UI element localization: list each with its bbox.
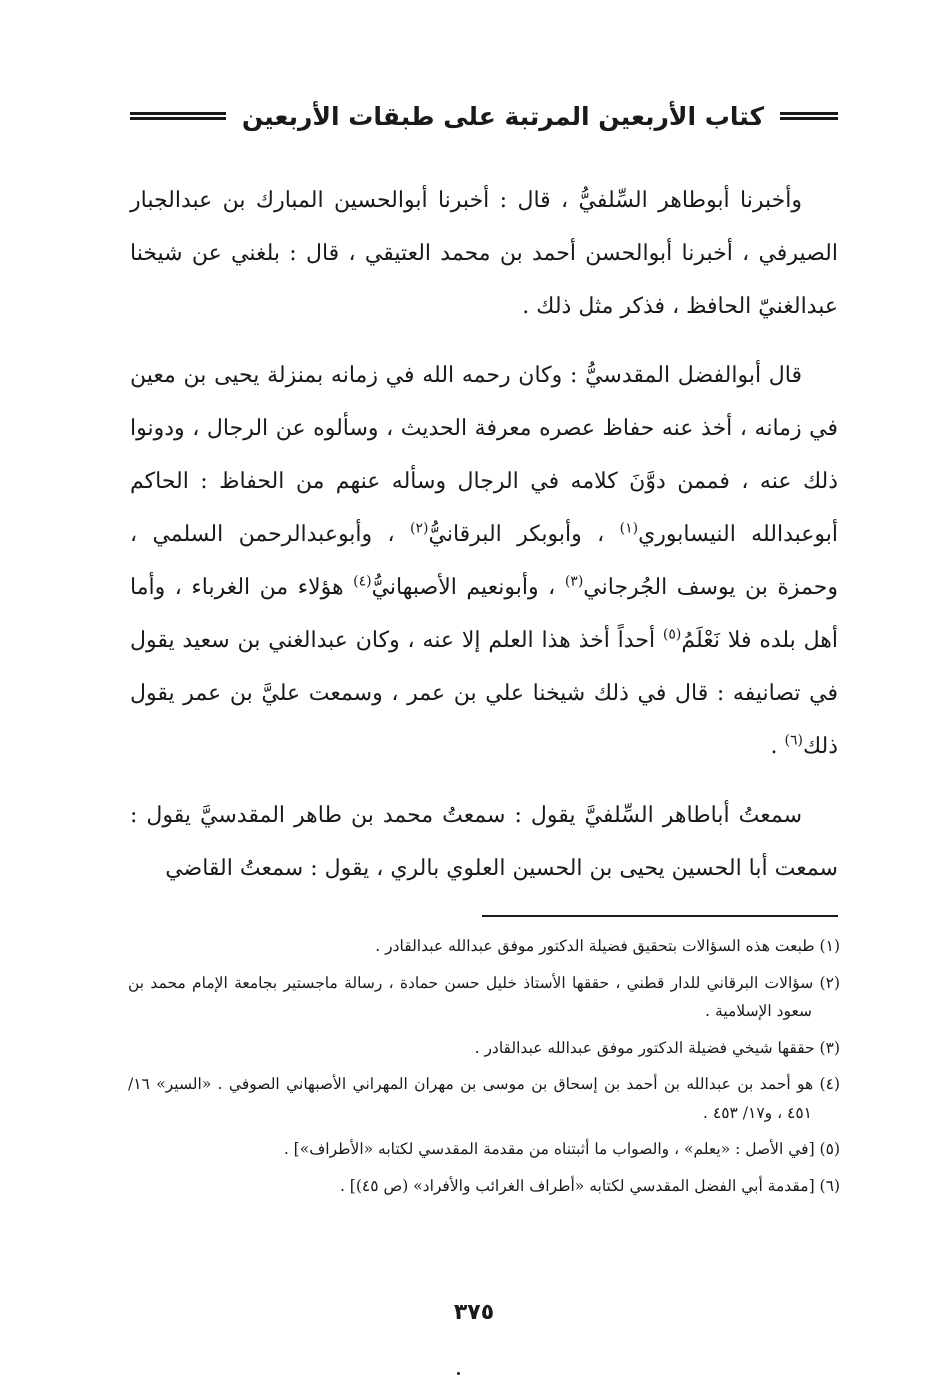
footnote-3: (٣) حققها شيخي فضيلة الدكتور موفق عبدالله عبدالقادر .: [474, 1038, 840, 1057]
footnote-ref-4[interactable]: (٤): [353, 573, 372, 590]
footnote-separator: [482, 915, 838, 917]
running-header: [130, 96, 838, 136]
footnote-ref-1[interactable]: (١): [619, 520, 639, 537]
header-rule-right: [780, 112, 838, 120]
paragraph-2-text: قال أبوالفضل المقدسيُّ : وكان رحمه الله في زمانه بمنزلة يحيى بن معين في زمانه ، أخذ عنه حفاظ عصره معرفة الحديث ، وسألوه عن الرجال ، ودونوا ذلك عنه ، فممن دوَّنَ كلامه في الرجال وسأله عنهم من الحفاظ : الحاكم أبوعبدالله النيسابوري: [130, 363, 838, 547]
paragraph-2-segment-6: .: [770, 734, 785, 759]
body-text: [130, 174, 838, 895]
footnote-1: (١) طبعت هذه السؤالات بتحقيق فضيلة الدكتور موفق عبدالله عبدالقادر .: [375, 937, 840, 955]
footnote-5: (٥) [في الأصل : «يعلم» ، والصواب ما أثبتناه من مقدمة المقدسي لكتابه «الأطراف»] .: [283, 1140, 840, 1158]
footnote-4: (٤) هو أحمد بن عبدالله بن أحمد بن إسحاق بن موسى بن مهران المهراني الأصبهاني الصوفي . «السير» ١٦/ ٤٥١ ، و١٧/ ٤٥٣ .: [128, 1075, 840, 1122]
footnote-2: (٢) سؤالات البرقاني للدار قطني ، حققها الأستاذ خليل حسن حمادة ، رسالة ماجستير بجامعة الإمام محمد بن سعود الإسلامية .: [128, 973, 840, 1020]
page-number: ٣٧٥: [453, 1300, 495, 1325]
footnote-ref-2[interactable]: (٢): [410, 520, 429, 537]
footnotes: [128, 932, 840, 1200]
header-rule-left: [130, 112, 226, 120]
paragraph-2: [130, 349, 838, 773]
paragraph-2-segment-4: هؤلاء من الغرباء ، وأما أهل بلده فلا نَعْلَمُ: [130, 575, 839, 653]
footnote-ref-3[interactable]: (٣): [564, 573, 584, 590]
paragraph-3: سمعتُ أباطاهر السِّلفيَّ يقول : سمعتُ محمد بن طاهر المقدسيَّ يقول : سمعت أبا الحسين يحيى بن الحسين العلوي بالري ، يقول : سمعتُ القاضي: [130, 803, 838, 881]
paragraph-1: وأخبرنا أبوطاهر السِّلفيُّ ، قال : أخبرنا أبوالحسين المبارك بن عبدالجبار الصيرفي ، أخبرنا أبوالحسن أحمد بن محمد العتيقي ، قال : بلغني عن شيخنا عبدالغنيّ الحافظ ، فذكر مثل ذلك .: [130, 188, 838, 319]
footnote-ref-5[interactable]: (٥): [662, 626, 682, 643]
footnote-6: (٦) [مقدمة أبي الفضل المقدسي لكتابه «أطراف الغرائب والأفراد» (ص ٤٥)] .: [339, 1176, 840, 1195]
paragraph-2-segment-1: ، وأبوبكر البرقانيُّ: [428, 522, 620, 547]
paragraph-2-segment-2: ، وأبوعبدالرحمن السلمي ، وحمزة بن يوسف الجُرجاني: [130, 522, 838, 600]
footnote-ref-6[interactable]: (٦): [784, 732, 803, 749]
paragraph-2-segment-3: ، وأبونعيم الأصبهانيُّ: [371, 575, 565, 600]
paragraph-2-segment-5: أحداً أخذ هذا العلم إلا عنه ، وكان عبدالغني بن سعيد يقول في تصانيفه : قال في ذلك شيخنا علي بن عمر ، وسمعت عليَّ بن عمر يقول ذلك: [130, 628, 838, 759]
header-title: كتاب الأربعين المرتبة على طبقات الأربعين: [241, 101, 764, 131]
print-speck: [457, 1372, 460, 1375]
